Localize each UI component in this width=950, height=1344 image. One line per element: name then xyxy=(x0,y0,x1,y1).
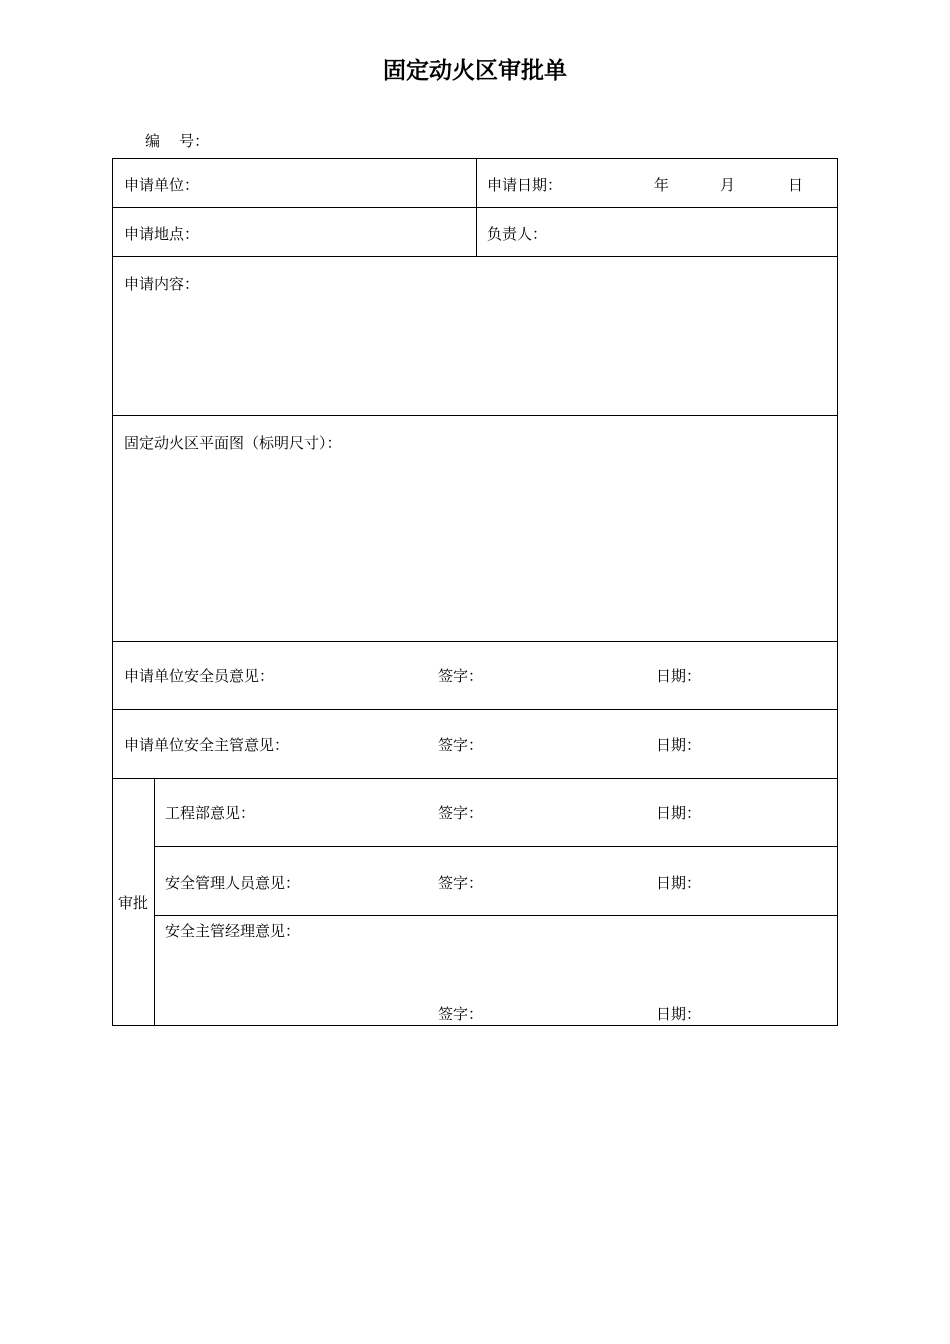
row-divider xyxy=(154,915,837,916)
row-divider xyxy=(113,207,837,208)
engineering-opinion-label: 工程部意见： xyxy=(165,804,256,822)
signature-label: 签字： xyxy=(438,874,484,892)
page-title: 固定动火区审批单 xyxy=(383,58,567,84)
approval-column-divider xyxy=(154,778,155,1026)
row-divider xyxy=(113,778,837,779)
day-label: 日 xyxy=(788,176,804,194)
signature-label: 签字： xyxy=(438,1005,484,1023)
year-label: 年 xyxy=(654,176,670,194)
row-divider xyxy=(113,256,837,257)
date-label: 日期： xyxy=(656,804,702,822)
signature-label: 签字： xyxy=(438,804,484,822)
application-content-label: 申请内容： xyxy=(124,275,200,293)
serial-number-label: 编 号： xyxy=(145,132,210,150)
signature-label: 签字： xyxy=(438,667,484,685)
approval-section-label: 审批 xyxy=(118,894,149,912)
application-date-label: 申请日期： xyxy=(487,176,563,194)
row-divider xyxy=(113,641,837,642)
row-divider xyxy=(113,709,837,710)
floor-plan-label: 固定动火区平面图（标明尺寸）： xyxy=(124,434,342,452)
date-label: 日期： xyxy=(656,874,702,892)
column-divider xyxy=(476,159,477,256)
row-divider xyxy=(154,846,837,847)
approval-form-table xyxy=(112,158,838,1026)
location-label: 申请地点： xyxy=(124,225,200,243)
date-label: 日期： xyxy=(656,667,702,685)
safety-supervisor-opinion-label: 申请单位安全主管意见： xyxy=(124,736,290,754)
signature-label: 签字： xyxy=(438,736,484,754)
applicant-unit-label: 申请单位： xyxy=(124,176,200,194)
row-divider xyxy=(113,415,837,416)
safety-staff-opinion-label: 安全管理人员意见： xyxy=(165,874,301,892)
date-label: 日期： xyxy=(656,736,702,754)
safety-manager-opinion-label: 安全主管经理意见： xyxy=(165,922,301,940)
person-in-charge-label: 负责人： xyxy=(487,225,548,243)
date-label: 日期： xyxy=(656,1005,702,1023)
month-label: 月 xyxy=(720,176,736,194)
safety-officer-opinion-label: 申请单位安全员意见： xyxy=(124,667,275,685)
